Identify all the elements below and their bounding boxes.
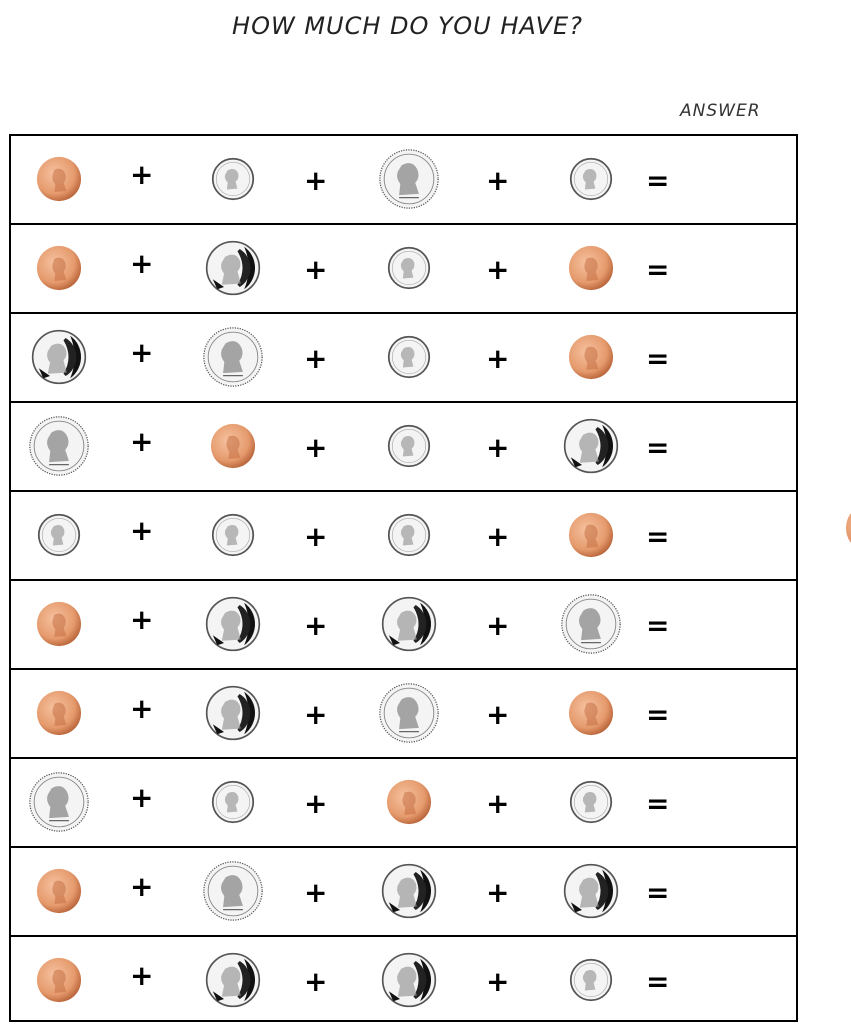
plus-sign: + — [130, 958, 154, 992]
dime-icon — [211, 157, 255, 201]
problem-row — [11, 937, 796, 1026]
plus-sign: + — [486, 430, 510, 464]
equals-sign: = — [646, 875, 670, 909]
penny-icon — [568, 512, 614, 558]
nickel-icon — [205, 685, 261, 741]
plus-sign: + — [304, 519, 328, 553]
problem-row — [11, 759, 796, 848]
plus-sign: + — [486, 341, 510, 375]
plus-sign: + — [304, 430, 328, 464]
plus-sign: + — [130, 424, 154, 458]
nickel-icon — [205, 240, 261, 296]
plus-sign: + — [130, 602, 154, 636]
nickel-icon — [381, 952, 437, 1008]
plus-sign: + — [486, 252, 510, 286]
plus-sign: + — [130, 246, 154, 280]
nickel-icon — [31, 329, 87, 385]
problem-row — [11, 314, 796, 403]
penny-icon — [568, 334, 614, 380]
plus-sign: + — [486, 786, 510, 820]
penny-icon — [36, 601, 82, 647]
quarter-icon — [560, 593, 622, 655]
penny-icon — [36, 690, 82, 736]
dime-icon — [387, 424, 431, 468]
plus-sign: + — [486, 519, 510, 553]
dime-icon — [569, 958, 613, 1002]
dime-icon — [387, 513, 431, 557]
quarter-icon — [202, 326, 264, 388]
equals-sign: = — [646, 252, 670, 286]
penny-icon — [36, 868, 82, 914]
nickel-icon — [205, 596, 261, 652]
plus-sign: + — [130, 691, 154, 725]
equals-sign: = — [646, 341, 670, 375]
plus-sign: + — [486, 697, 510, 731]
plus-sign: + — [304, 786, 328, 820]
plus-sign: + — [304, 964, 328, 998]
nickel-icon — [563, 863, 619, 919]
penny-icon — [386, 779, 432, 825]
equals-sign: = — [646, 786, 670, 820]
plus-sign: + — [130, 869, 154, 903]
nickel-icon — [205, 952, 261, 1008]
plus-sign: + — [130, 513, 154, 547]
problem-row — [11, 225, 796, 314]
quarter-icon — [202, 860, 264, 922]
plus-sign: + — [130, 157, 154, 191]
plus-sign: + — [486, 608, 510, 642]
quarter-icon — [378, 682, 440, 744]
penny-icon — [210, 423, 256, 469]
penny-icon — [36, 957, 82, 1003]
dime-icon — [387, 246, 431, 290]
problem-row — [11, 848, 796, 937]
nickel-icon — [381, 596, 437, 652]
problem-row — [11, 670, 796, 759]
plus-sign: + — [304, 163, 328, 197]
penny-icon — [36, 245, 82, 291]
nickel-icon — [381, 863, 437, 919]
equals-sign: = — [646, 608, 670, 642]
plus-sign: + — [130, 780, 154, 814]
problem-table — [9, 134, 798, 1022]
answer-column-label: ANSWER — [680, 101, 761, 121]
equals-sign: = — [646, 697, 670, 731]
plus-sign: + — [304, 341, 328, 375]
penny-icon — [36, 156, 82, 202]
plus-sign: + — [304, 252, 328, 286]
plus-sign: + — [130, 335, 154, 369]
dime-icon — [569, 157, 613, 201]
penny-icon — [568, 690, 614, 736]
dime-icon — [37, 513, 81, 557]
dime-icon — [387, 335, 431, 379]
equals-sign: = — [646, 519, 670, 553]
plus-sign: + — [304, 875, 328, 909]
equals-sign: = — [646, 163, 670, 197]
dime-icon — [211, 780, 255, 824]
dime-icon — [569, 780, 613, 824]
plus-sign: + — [486, 964, 510, 998]
problem-row — [11, 492, 796, 581]
equals-sign: = — [646, 964, 670, 998]
quarter-icon — [28, 771, 90, 833]
worksheet-title: HOW MUCH DO YOU HAVE? — [232, 12, 583, 40]
dime-icon — [211, 513, 255, 557]
nickel-icon — [563, 418, 619, 474]
plus-sign: + — [304, 697, 328, 731]
quarter-icon — [28, 415, 90, 477]
plus-sign: + — [304, 608, 328, 642]
equals-sign: = — [646, 430, 670, 464]
penny-icon — [846, 508, 851, 548]
plus-sign: + — [486, 163, 510, 197]
penny-icon — [568, 245, 614, 291]
plus-sign: + — [486, 875, 510, 909]
problem-row — [11, 581, 796, 670]
problem-row — [11, 136, 796, 225]
problem-row — [11, 403, 796, 492]
quarter-icon — [378, 148, 440, 210]
